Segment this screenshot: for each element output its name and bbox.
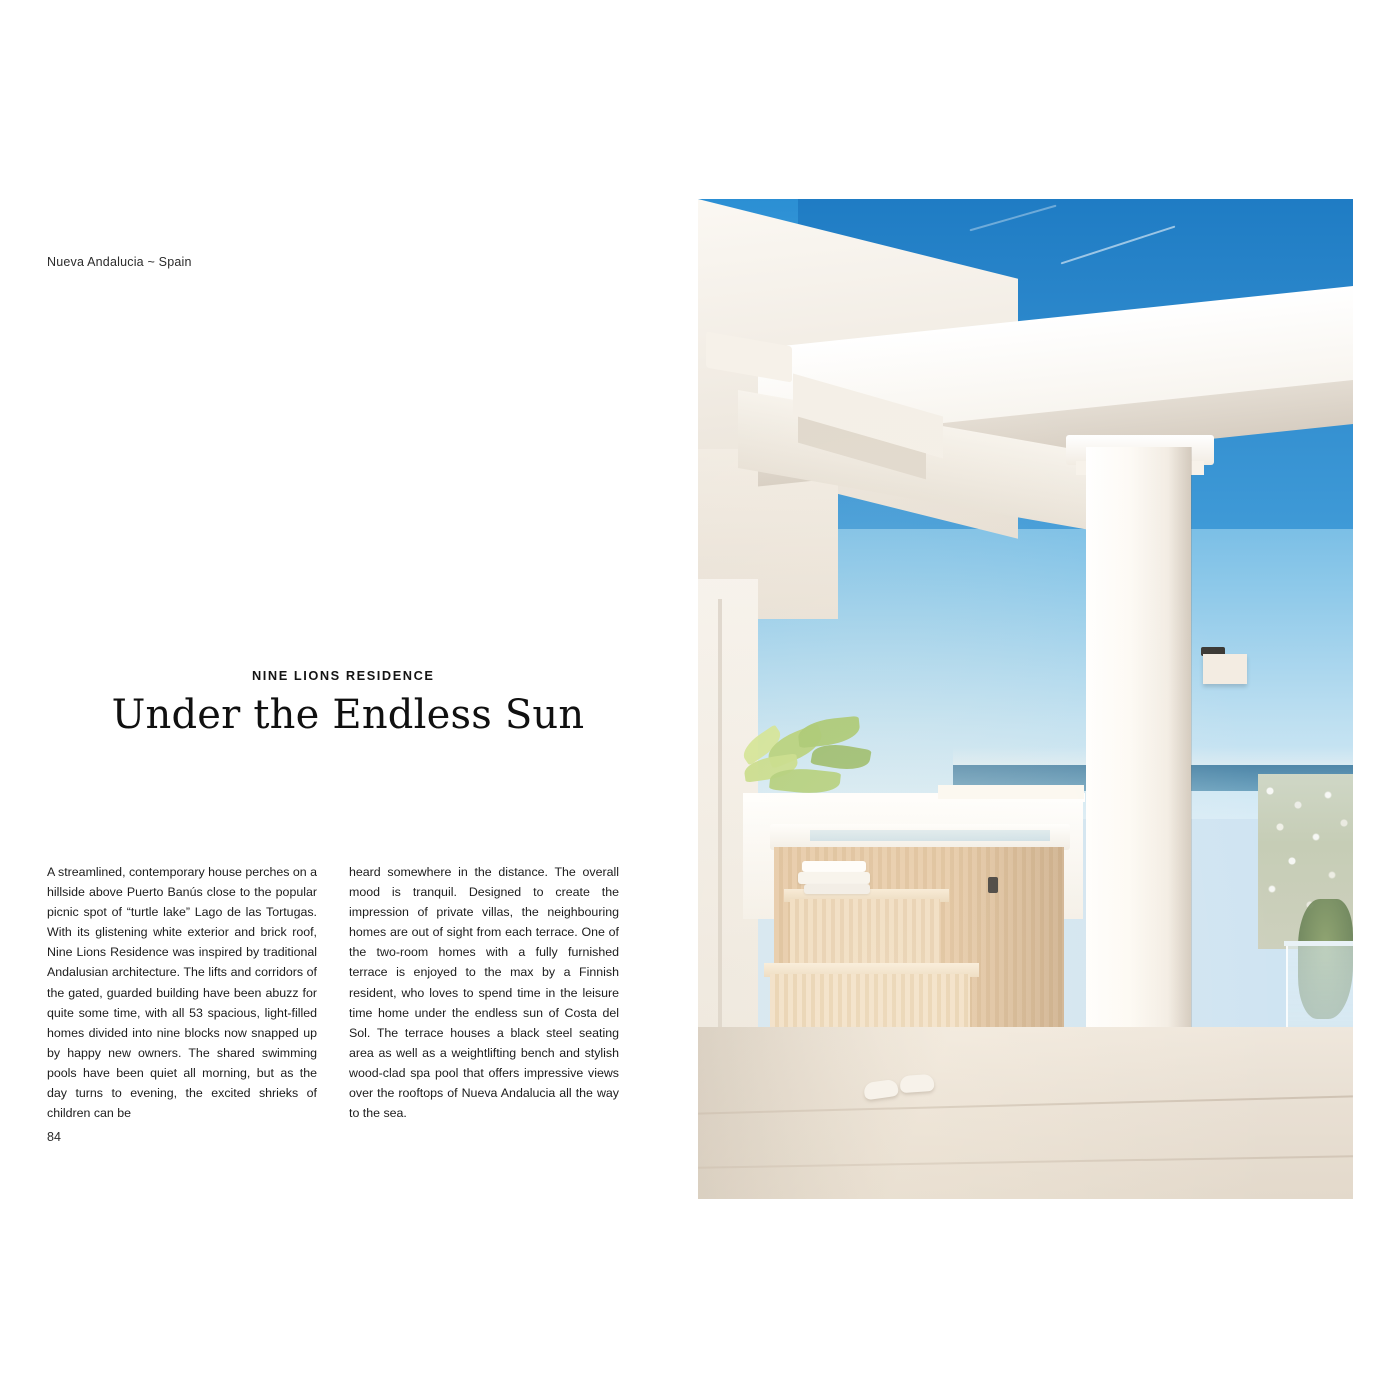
folded-towel bbox=[804, 884, 870, 894]
location-kicker: Nueva Andalucia ~ Spain bbox=[47, 255, 192, 269]
terrace-photo bbox=[698, 199, 1353, 1199]
side-wall-edge bbox=[718, 599, 722, 1029]
article-eyebrow: NINE LIONS RESIDENCE bbox=[252, 668, 435, 683]
body-columns bbox=[47, 862, 619, 1123]
body-text-2: heard somewhere in the distance. The overall mood is tranquil. Designed to create the impression of private villas, the neighbouring homes are out of sight from each terrace. One of the two-room homes with a fully furnished terrace is enjoyed to the max by a Finnish resident, who loves to spend time in the leisure time home under the endless sun of Costa del Sol. The terrace houses a black steel seating area as well as a weightlifting bench and stylish wood-clad spa pool that offers impressive views over the rooftops of Nueva Andalucia all the way to the sea. bbox=[349, 865, 619, 1121]
right-page bbox=[698, 199, 1353, 1199]
step-upper bbox=[790, 899, 940, 971]
page-number: 84 bbox=[47, 1130, 61, 1144]
wall-sconce-icon bbox=[1203, 654, 1247, 684]
terrace-parapet-right bbox=[938, 785, 1084, 799]
spa-pool-latch bbox=[988, 877, 998, 893]
banana-plant-icon bbox=[740, 711, 870, 801]
title-block bbox=[47, 668, 619, 739]
folded-towel bbox=[798, 872, 870, 884]
column-shadow bbox=[1168, 447, 1192, 1107]
left-page bbox=[0, 0, 698, 1400]
body-column-2 bbox=[349, 862, 619, 1123]
balustrade-rail bbox=[1284, 941, 1353, 946]
body-column-1 bbox=[47, 862, 317, 1123]
body-text-1: A streamlined, contemporary house perches on a hillside above Puerto Banús close to the popular picnic spot of “turtle lake” Lago de las Tortugas. With its glistening white exterior and brick roof, Nine Lions Residence was inspired by traditional Andalusian architecture. The lifts and corridors of the gated, guarded building have been abuzz for quite some time, with all 53 spacious, light-filled homes divided into nine blocks now snapped up by happy new owners. The shared swimming pools have been quiet all morning, but as the day turns to evening, the excited shrieks of children can be bbox=[47, 865, 317, 1121]
slipper bbox=[899, 1074, 934, 1093]
plant-leaf bbox=[797, 716, 861, 748]
spa-pool-water bbox=[810, 830, 1050, 841]
page-title: Under the Endless Sun bbox=[111, 692, 585, 738]
folded-towel bbox=[802, 861, 866, 872]
